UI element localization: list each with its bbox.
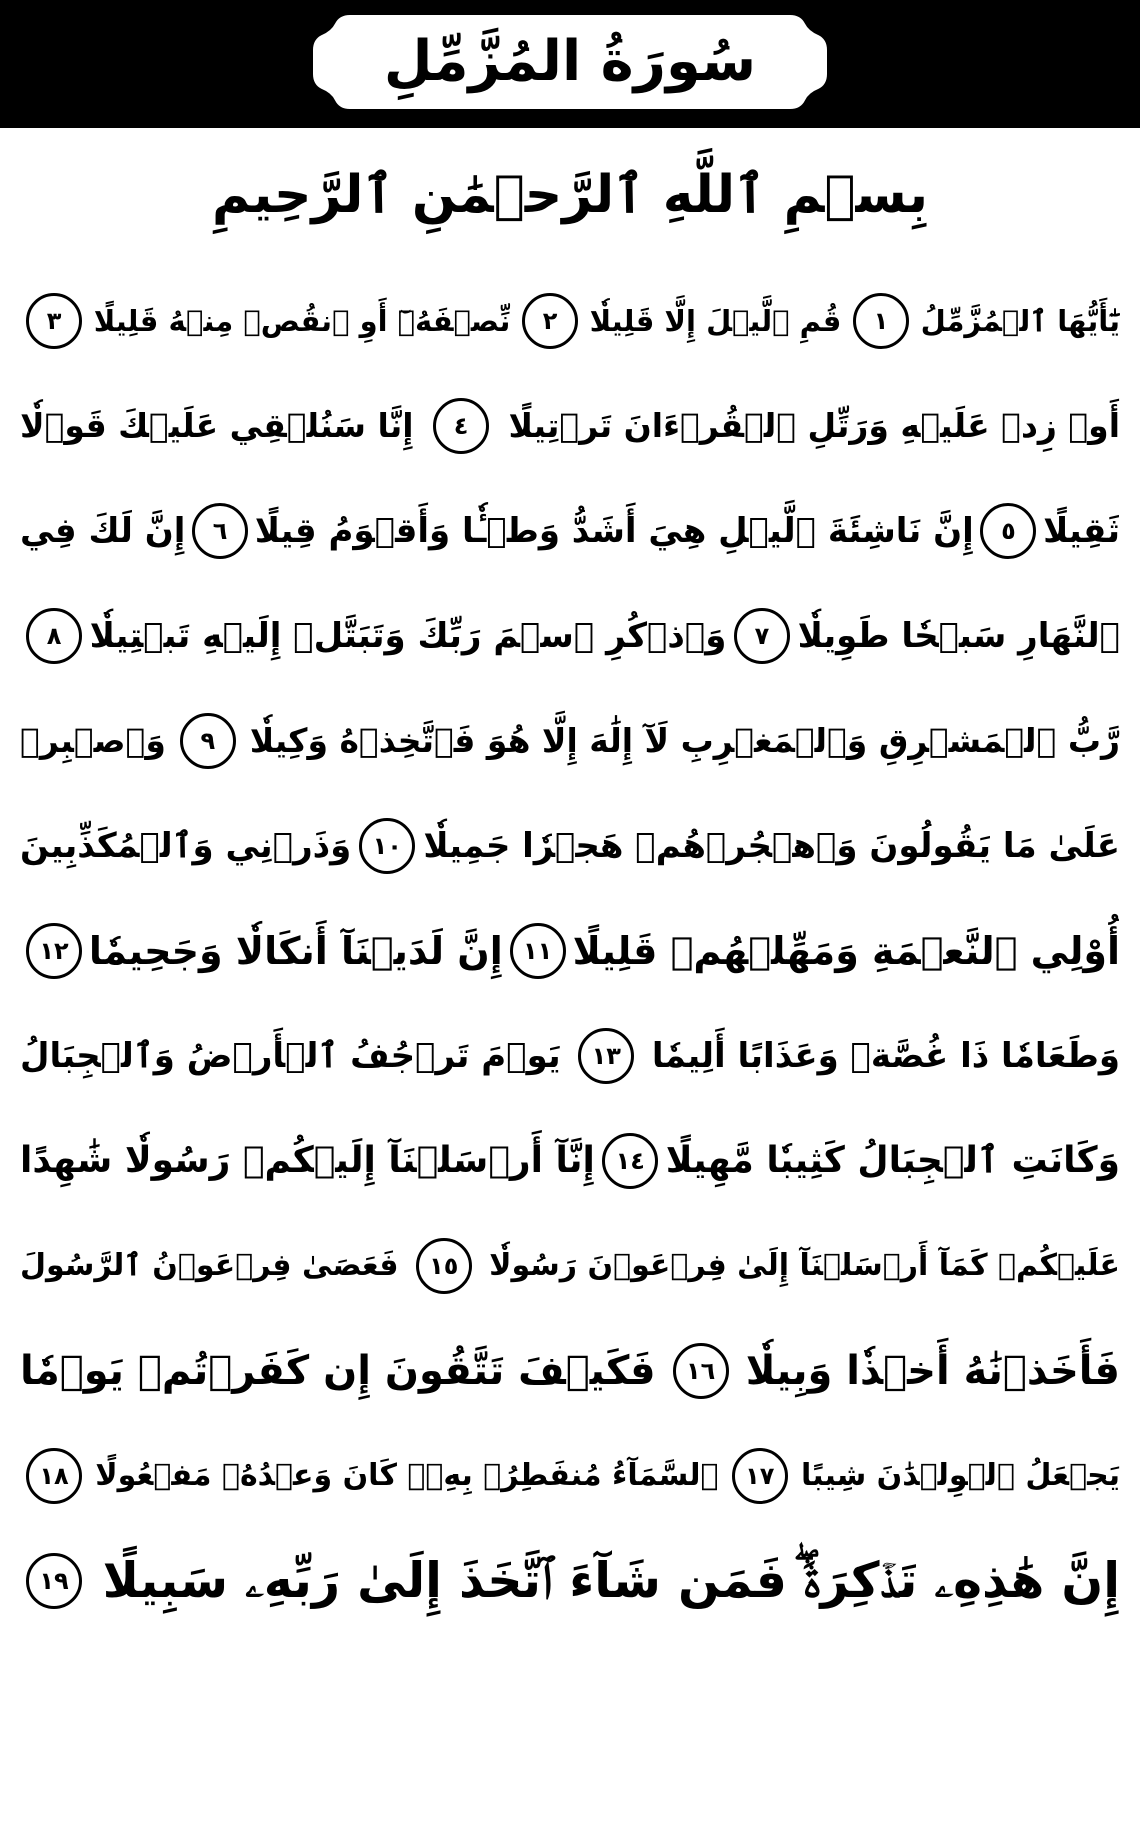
surah-cartouche — [310, 10, 830, 114]
verse-text: عَلَيۡكُمۡ كَمَآ أَرۡسَلۡنَآ إِلَىٰ فِرۡعَوۡنَ رَسُولٗا — [489, 1248, 1120, 1283]
ayah-number-marker: ٤ — [433, 398, 489, 454]
verse-text: عَلَىٰ مَا يَقُولُونَ وَٱهۡجُرۡهُمۡ هَجۡرٗا جَمِيلٗا — [423, 825, 1120, 866]
verse-text: وَكَانَتِ ٱلۡجِبَالُ كَثِيبٗا مَّهِيلًا — [665, 1140, 1120, 1181]
verse-text: إِنَّا سَنُلۡقِي عَلَيۡكَ قَوۡلٗا — [20, 406, 414, 445]
verse-text: يَجۡعَلُ ٱلۡوِلۡدَٰنَ شِيبًا — [800, 1458, 1120, 1493]
ayah-number-marker: ١ — [853, 293, 909, 349]
verse-text: إِنَّ هَٰذِهِۦ تَذۡكِرَةٞۖ فَمَن شَآءَ ٱتَّخَذَ إِلَىٰ رَبِّهِۦ سَبِيلًا — [102, 1551, 1120, 1609]
verse-text: وَطَعَامٗا ذَا غُصَّةٖ وَعَذَابًا أَلِيمٗا — [651, 1035, 1120, 1076]
basmala: بِسۡمِ ٱللَّهِ ٱلرَّحۡمَٰنِ ٱلرَّحِيمِ — [212, 165, 928, 225]
verse-text: قُمِ ٱلَّيۡلَ إِلَّا قَلِيلٗا — [589, 303, 842, 338]
ayah-number-marker: ١٤ — [602, 1133, 658, 1189]
verse-text: إِنَّآ أَرۡسَلۡنَآ إِلَيۡكُمۡ رَسُولٗا شَٰهِدًا — [20, 1140, 595, 1181]
verse-line — [20, 1423, 1120, 1528]
ayah-number-marker: ١٢ — [26, 923, 82, 979]
ayah-number-marker: ١٧ — [732, 1448, 788, 1504]
ayah-number-marker: ١٦ — [673, 1343, 729, 1399]
ayah-number-marker: ٢ — [522, 293, 578, 349]
verse-text: فَكَيۡفَ تَتَّقُونَ إِن كَفَرۡتُمۡ يَوۡمٗا — [20, 1347, 656, 1394]
verse-text: نِّصۡفَهُۥٓ أَوِ ٱنقُصۡ مِنۡهُ قَلِيلًا — [93, 303, 511, 338]
verse-text: إِنَّ لَدَيۡنَآ أَنكَالٗا وَجَحِيمٗا — [88, 928, 503, 973]
ayah-number-marker: ٥ — [980, 503, 1036, 559]
verse-text: إِنَّ نَاشِئَةَ ٱلَّيۡلِ هِيَ أَشَدُّ وَطۡـٔٗا وَأَقۡوَمُ قِيلًا — [254, 510, 974, 551]
verse-text: وَٱصۡبِرۡ — [20, 721, 166, 760]
ayah-number-marker: ٣ — [26, 293, 82, 349]
verse-lines — [20, 268, 1120, 1633]
verse-text: ثَقِيلًا — [1043, 510, 1120, 551]
verse-line — [20, 478, 1120, 583]
verse-text: أُوْلِي ٱلنَّعۡمَةِ وَمَهِّلۡهُمۡ قَلِيلًا — [572, 928, 1120, 973]
ayah-number-marker: ٩ — [180, 713, 236, 769]
verse-text: وَٱذۡكُرِ ٱسۡمَ رَبِّكَ وَتَبَتَّلۡ إِلَيۡهِ تَبۡتِيلٗا — [89, 615, 727, 656]
ayah-number-marker: ١٣ — [578, 1028, 634, 1084]
verse-line — [20, 1213, 1120, 1318]
verse-line — [20, 373, 1120, 478]
ayah-number-marker: ١٥ — [416, 1238, 472, 1294]
verse-text: فَأَخَذۡنَٰهُ أَخۡذٗا وَبِيلٗا — [745, 1347, 1120, 1394]
verse-text: ٱلنَّهَارِ سَبۡحٗا طَوِيلٗا — [797, 615, 1120, 656]
verse-line — [20, 268, 1120, 373]
verse-text: فَعَصَىٰ فِرۡعَوۡنُ ٱلرَّسُولَ — [20, 1248, 399, 1283]
ayah-number-marker: ١٠ — [359, 818, 415, 874]
ayah-number-marker: ٨ — [26, 608, 82, 664]
ayah-number-marker: ١٨ — [26, 1448, 82, 1504]
verse-line — [20, 1528, 1120, 1633]
verse-text: ٱلسَّمَآءُ مُنفَطِرُۢ بِهِۦۚ كَانَ وَعۡدُهُۥ مَفۡعُولًا — [95, 1458, 719, 1493]
verse-line — [20, 1003, 1120, 1108]
verse-line — [20, 793, 1120, 898]
verse-text: إِنَّ لَكَ فِي — [20, 510, 186, 551]
ayah-number-marker: ١٩ — [26, 1553, 82, 1609]
ayah-number-marker: ٧ — [734, 608, 790, 664]
verse-text: رَّبُّ ٱلۡمَشۡرِقِ وَٱلۡمَغۡرِبِ لَآ إِلَٰهَ إِلَّا هُوَ فَٱتَّخِذۡهُ وَكِيلٗا — [249, 721, 1120, 760]
verse-line — [20, 1108, 1120, 1213]
ayah-number-marker: ١١ — [510, 923, 566, 979]
verse-text: يَٰٓأَيُّهَا ٱلۡمُزَّمِّلُ — [920, 303, 1120, 338]
verse-line — [20, 898, 1120, 1003]
surah-title: سُورَةُ المُزَّمِّلِ — [383, 29, 757, 94]
verse-text: وَذَرۡنِي وَٱلۡمُكَذِّبِينَ — [20, 826, 352, 866]
verse-line — [20, 583, 1120, 688]
verse-text: أَوۡ زِدۡ عَلَيۡهِ وَرَتِّلِ ٱلۡقُرۡءَانَ تَرۡتِيلًا — [508, 406, 1120, 445]
ayah-number-marker: ٦ — [192, 503, 248, 559]
verse-text: يَوۡمَ تَرۡجُفُ ٱلۡأَرۡضُ وَٱلۡجِبَالُ — [20, 1036, 561, 1076]
verse-line — [20, 688, 1120, 793]
verse-line — [20, 1318, 1120, 1423]
